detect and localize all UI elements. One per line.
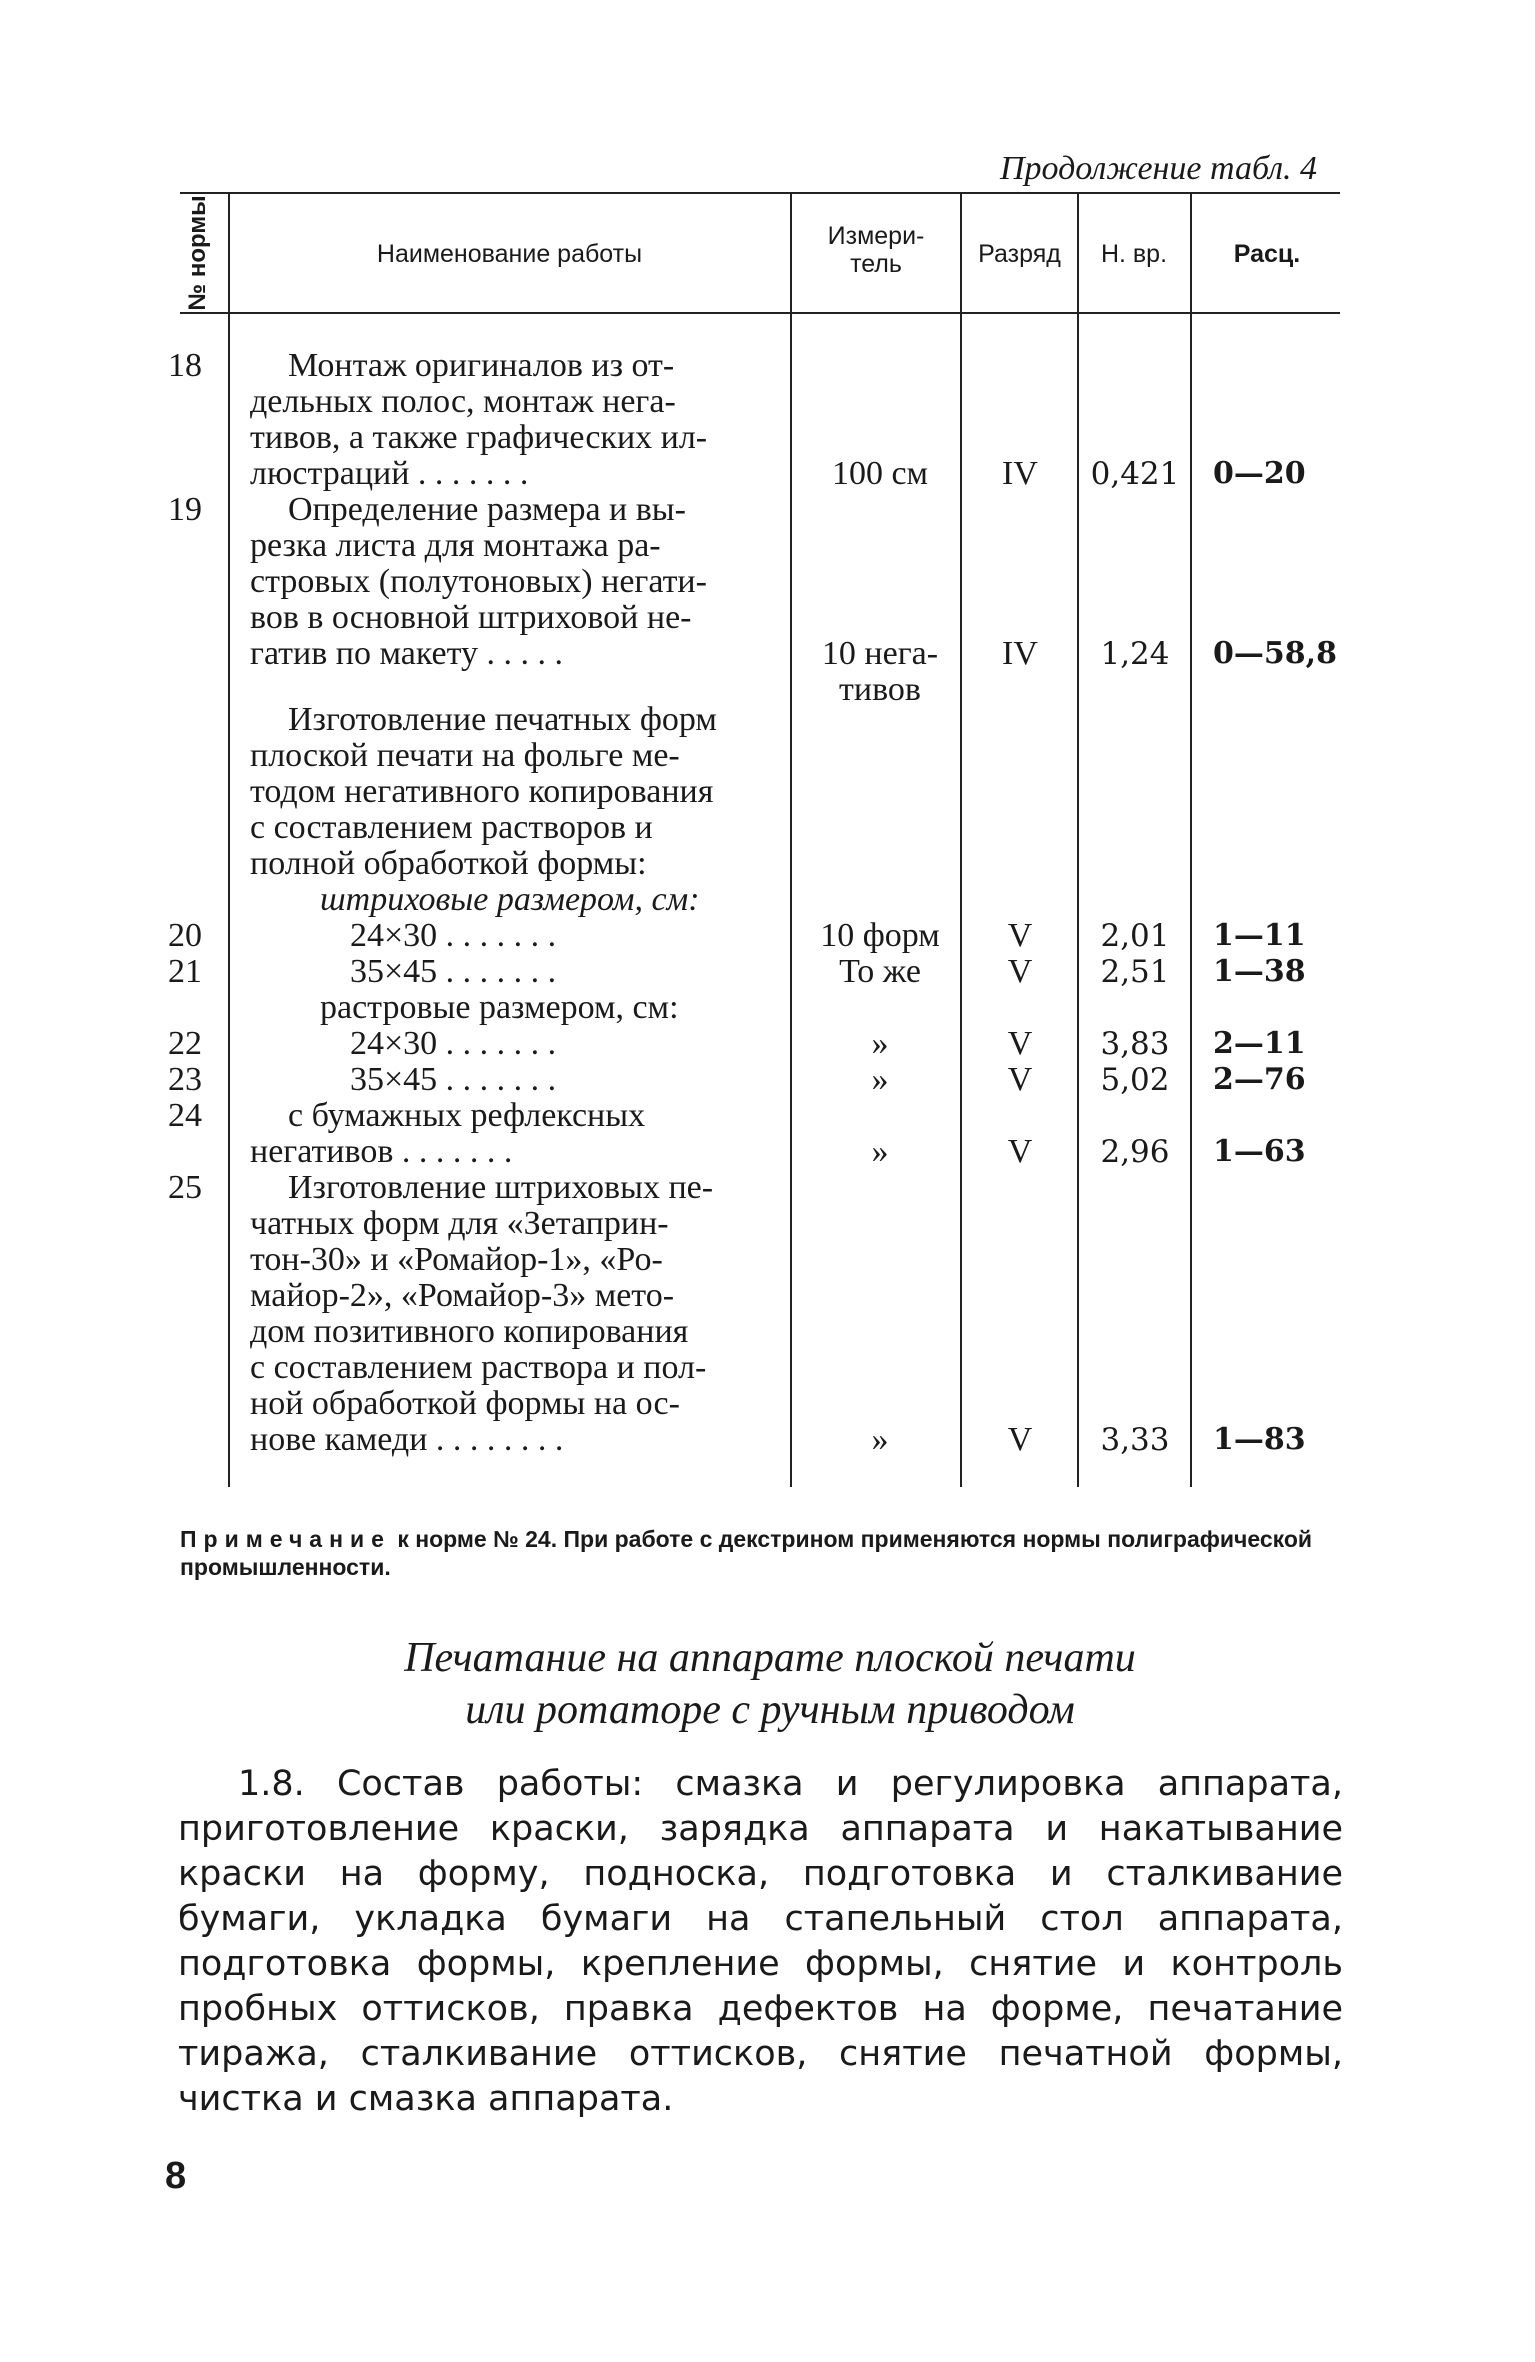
hours-cell: 3,33 <box>1100 1422 1170 1458</box>
grade-cell: IV <box>1002 635 1038 672</box>
measure-cell: » <box>871 1133 889 1170</box>
grade-cell: V <box>1007 1025 1033 1062</box>
measure-cell: 100 см <box>831 455 929 492</box>
grade-cell: V <box>1007 1061 1033 1098</box>
work-name-line: 35×45 . . . . . . . <box>350 1061 557 1098</box>
hours-cell: 0,421 <box>1090 456 1180 492</box>
norm-number: 25 <box>168 1169 202 1206</box>
col-divider-norm <box>228 192 230 1487</box>
grade-cell: V <box>1007 953 1033 990</box>
norm-number: 21 <box>168 953 202 990</box>
work-name-line: 24×30 . . . . . . . <box>350 1025 557 1062</box>
price-cell: 1—38 <box>1213 954 1306 989</box>
norm-number: 18 <box>168 347 202 384</box>
measure-cell-continued: тивов <box>839 671 921 708</box>
note-lead: Примечание <box>180 1526 391 1552</box>
work-name-line: тивов, а также графических ил- <box>250 419 708 456</box>
hours-cell: 2,01 <box>1100 918 1170 954</box>
work-name-line: с составлением раствора и пол- <box>250 1349 707 1386</box>
header-norm: № нормы <box>184 195 211 311</box>
work-name-line: Монтаж оригиналов из от- <box>288 347 675 384</box>
price-cell: 0—58,8 <box>1213 636 1337 671</box>
measure-cell: 10 форм <box>820 917 940 954</box>
norm-number: 19 <box>168 491 202 528</box>
measure-cell: » <box>871 1421 889 1458</box>
table-note <box>180 1525 1340 1581</box>
price-cell: 1—83 <box>1213 1422 1306 1457</box>
work-name-line: Определение размера и вы- <box>288 491 686 528</box>
price-cell: 2—11 <box>1213 1026 1306 1061</box>
work-name-line: дельных полос, монтаж нега- <box>250 383 676 420</box>
header-hours: Н. вр. <box>1100 240 1168 268</box>
section-title-line: Печатание на аппарате плоской печати <box>404 1635 1136 1681</box>
norm-number: 20 <box>168 917 202 954</box>
work-name-line: люстраций . . . . . . . <box>250 455 529 492</box>
measure-cell: 10 нега- <box>821 635 939 672</box>
work-name-line: чатных форм для «Зетаприн- <box>250 1205 669 1242</box>
note-text: к норме № 24. При работе с декстрином применяются нормы полиграфической промышленности. <box>180 1526 1313 1580</box>
header-measure: Измери- тель <box>827 222 925 278</box>
grade-cell: V <box>1007 917 1033 954</box>
price-cell: 1—11 <box>1213 918 1306 953</box>
work-name-line: стровых (полутоновых) негати- <box>250 563 707 600</box>
col-divider-name <box>790 192 792 1487</box>
header-grade: Разряд <box>978 240 1061 268</box>
price-cell: 0—20 <box>1213 456 1306 491</box>
work-name-line: вов в основной штриховой не- <box>250 599 692 636</box>
hours-cell: 2,51 <box>1100 954 1170 990</box>
group-intro-line: тодом негативного копирования <box>250 773 714 810</box>
work-name-line: Изготовление штриховых пе- <box>288 1169 714 1206</box>
norm-number: 24 <box>168 1097 202 1134</box>
hours-cell: 5,02 <box>1100 1062 1170 1098</box>
work-composition-paragraph: 1.8. Состав работы: смазка и регулировка аппарата, приготовление краски, зарядка аппарата и накатывание краски на форму, подноска, подготовка и сталкивание бумаги, укладка бумаги на стапельный стол аппарата, подготовка формы, крепление формы, снятие и контроль пробных оттисков, правка дефектов на форме, печатание тиража, сталкивание оттисков, снятие печатной формы, чистка и смазка аппарата. <box>178 1764 1343 2119</box>
measure-cell: То же <box>839 953 921 990</box>
header-price: Расц. <box>1233 240 1301 268</box>
hours-cell: 1,24 <box>1100 636 1170 672</box>
norm-number: 22 <box>168 1025 202 1062</box>
work-name-line: 24×30 . . . . . . . <box>350 917 557 954</box>
subgroup-label: растровые размером, см: <box>320 989 679 1026</box>
hours-cell: 2,96 <box>1100 1134 1170 1170</box>
norm-number: 23 <box>168 1061 202 1098</box>
hours-cell: 3,83 <box>1100 1026 1170 1062</box>
work-name-line: резка листа для монтажа ра- <box>250 527 661 564</box>
measure-cell: » <box>871 1025 889 1062</box>
grade-cell: V <box>1007 1421 1033 1458</box>
measure-cell: » <box>871 1061 889 1098</box>
subgroup-label: штриховые размером, см: <box>320 881 700 918</box>
col-divider-grade <box>1077 192 1079 1487</box>
group-intro-line: с составлением растворов и <box>250 809 653 846</box>
price-cell: 2—76 <box>1213 1062 1306 1097</box>
work-name-line: майор-2», «Ромайор-3» мето- <box>250 1277 675 1314</box>
work-name-line: негативов . . . . . . . <box>250 1133 513 1170</box>
table-top-rule <box>180 192 1340 194</box>
group-intro-line: Изготовление печатных форм <box>288 701 717 738</box>
table-header-rule <box>180 312 1340 314</box>
grade-cell: V <box>1007 1133 1033 1170</box>
work-name-line: ной обработкой формы на ос- <box>250 1385 680 1422</box>
col-divider-measure <box>960 192 962 1487</box>
work-name-line: гатив по макету . . . . . <box>250 635 564 672</box>
price-cell: 1—63 <box>1213 1134 1306 1169</box>
group-intro-line: полной обработкой формы: <box>250 845 647 882</box>
group-intro-line: плоской печати на фольге ме- <box>250 737 680 774</box>
page-number: 8 <box>165 2155 187 2197</box>
col-divider-hours <box>1190 192 1192 1487</box>
work-name-line: тон-30» и «Ромайор-1», «Ро- <box>250 1241 663 1278</box>
grade-cell: IV <box>1002 455 1038 492</box>
section-title-line: или ротаторе с ручным приводом <box>465 1687 1075 1733</box>
header-name: Наименование работы <box>376 240 643 268</box>
work-name-line: нове камеди . . . . . . . . <box>250 1421 564 1458</box>
work-name-line: с бумажных рефлексных <box>288 1097 646 1134</box>
work-name-line: дом позитивного копирования <box>250 1313 689 1350</box>
table-continuation-label: Продолжение табл. 4 <box>1000 150 1318 187</box>
work-name-line: 35×45 . . . . . . . <box>350 953 557 990</box>
